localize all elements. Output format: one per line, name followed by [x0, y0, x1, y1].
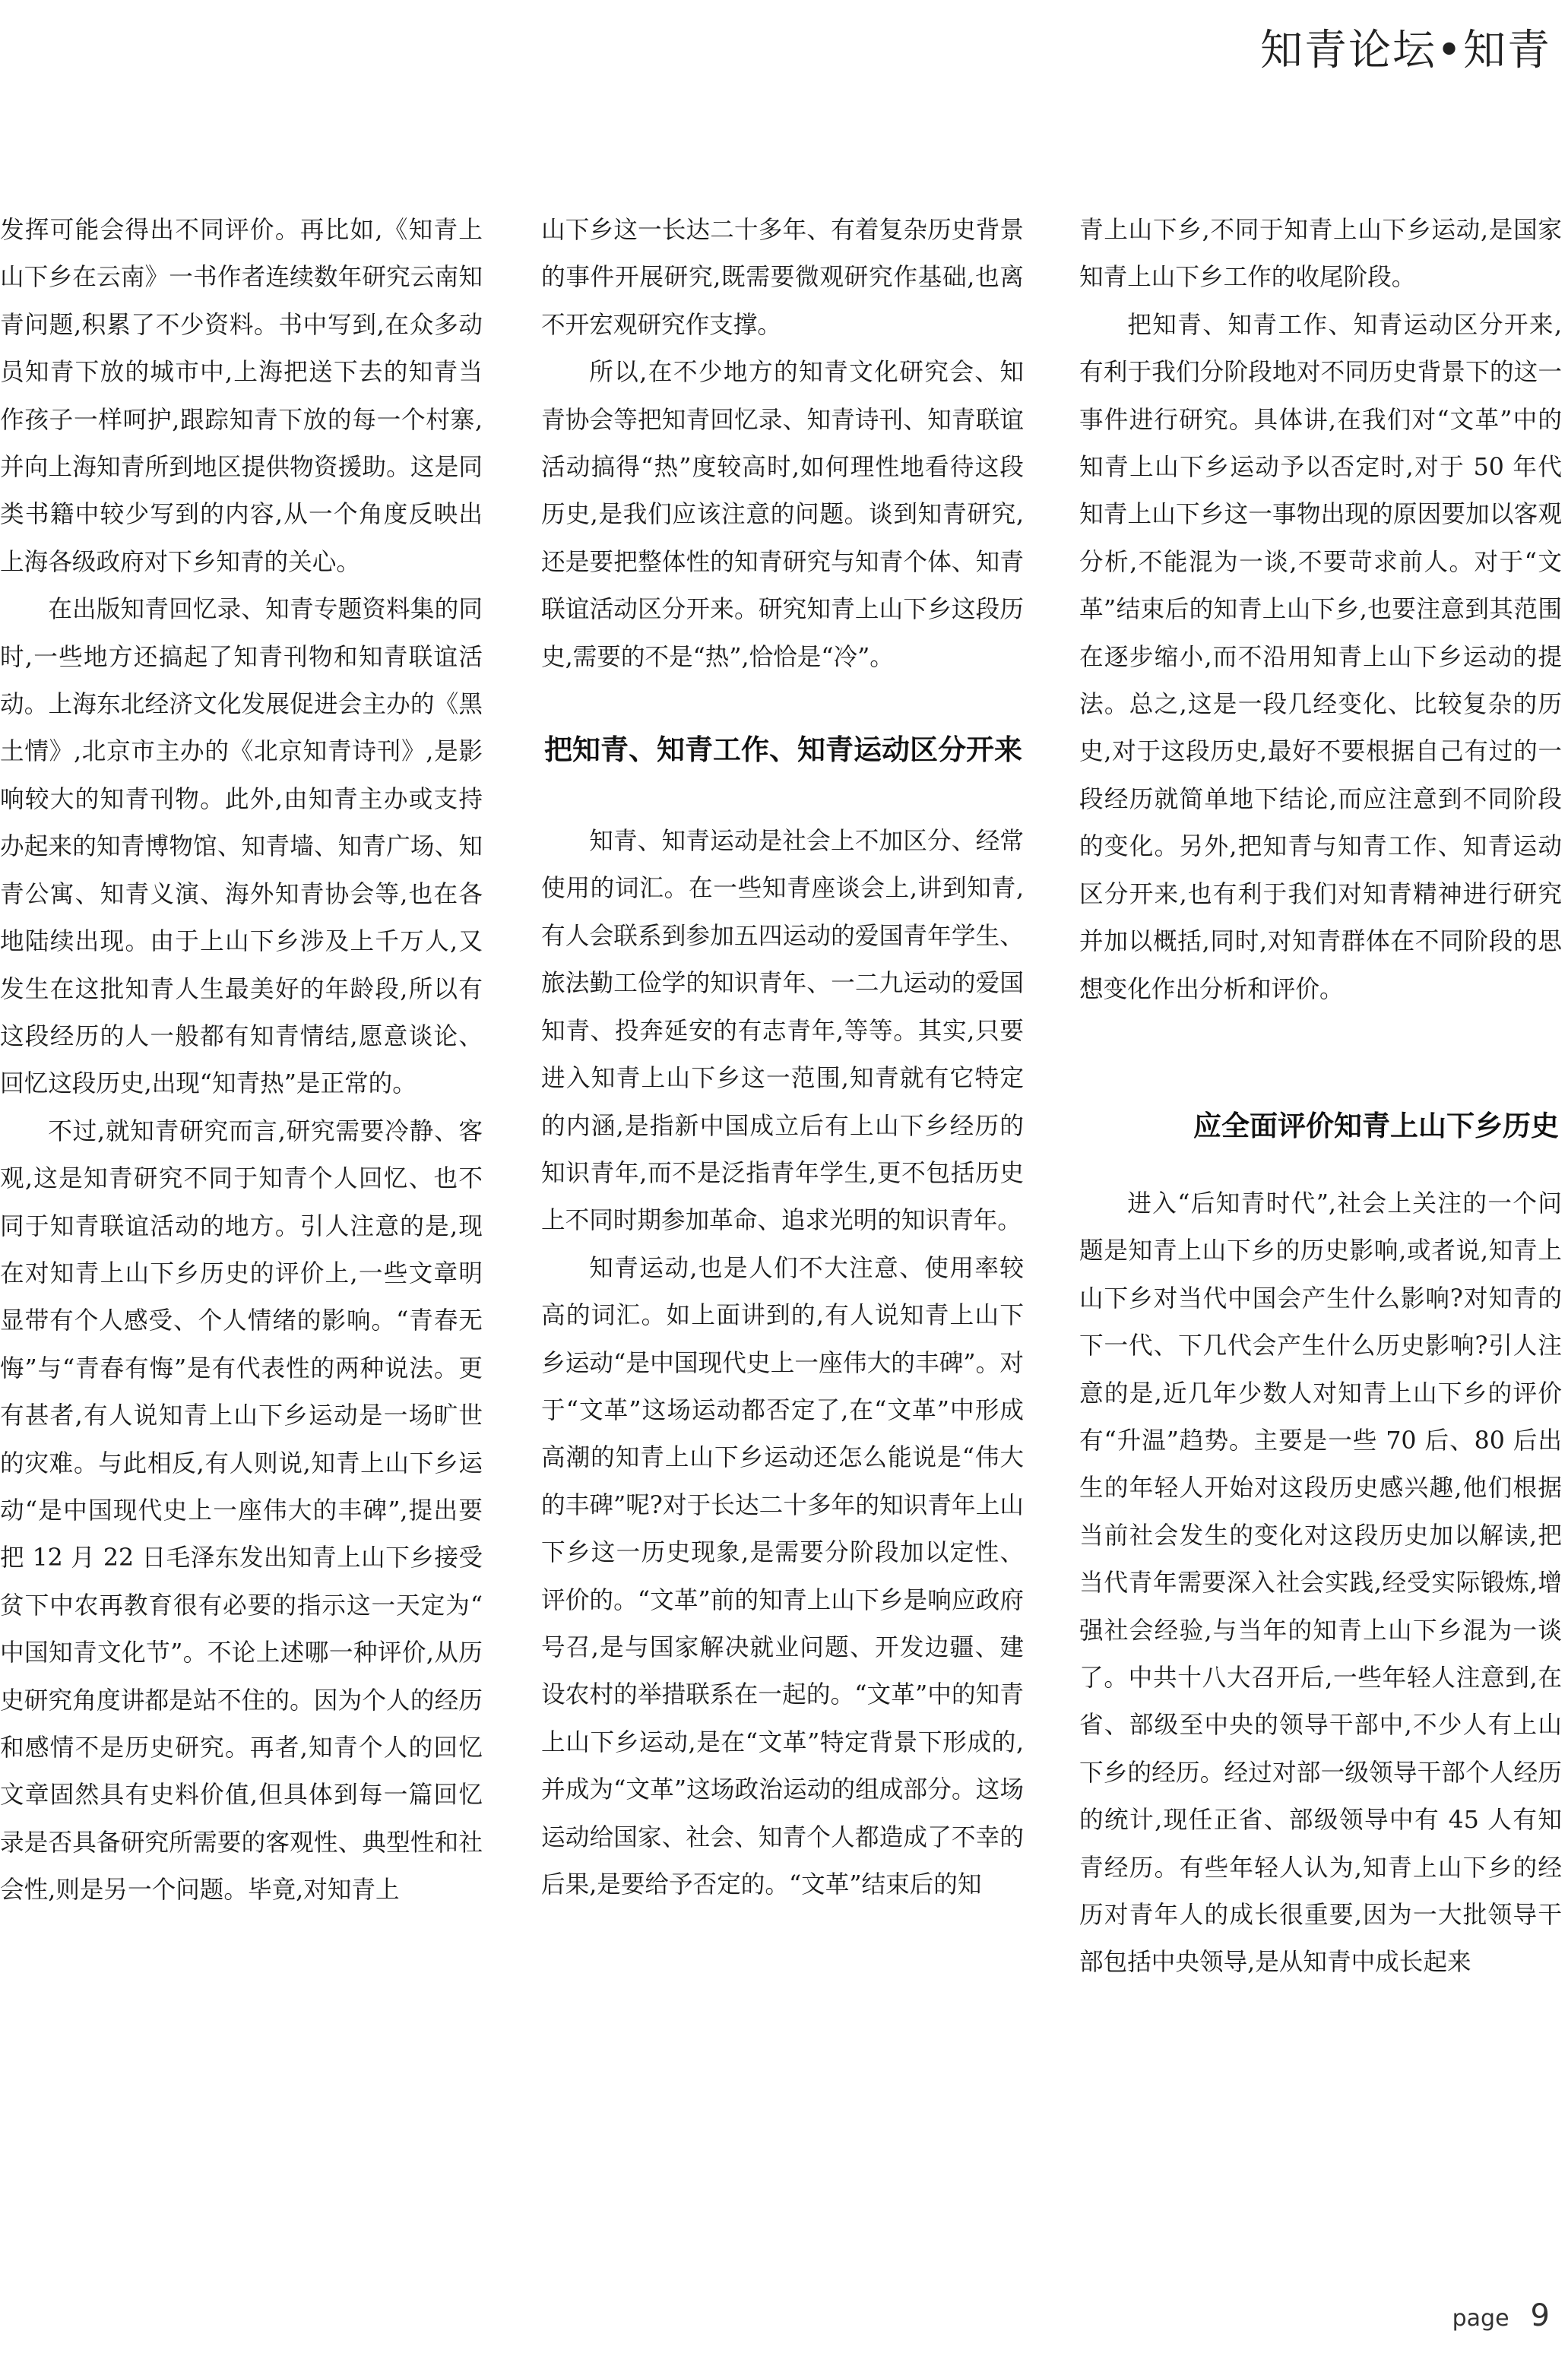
- section-header: 知青论坛•知青: [1259, 26, 1551, 75]
- section-heading: 把知青、知青工作、知青运动区分开来: [544, 733, 1022, 767]
- paragraph: 青上山下乡,不同于知青上山下乡运动,是国家知青上山下乡工作的收尾阶段。: [1079, 217, 1562, 292]
- section-heading: 应全面评价知青上山下乡历史: [1193, 1109, 1559, 1142]
- text-column-1: [0, 207, 483, 1914]
- paragraph: 不过,就知青研究而言,研究需要冷静、客观,这是知青研究不同于知青个人回忆、也不同于知青联谊活动的地方。引人注意的是,现在对知青上山下乡历史的评价上,一些文章明显带有个人感受、个人情绪的影响。“青春无悔”与“青春有悔”是有代表性的两种说法。更有甚者,有人说知青上山下乡运动是一场旷世的灾难。与此相反,有人则说,知青上山下乡运动“是中国现代史上一座伟大的丰碑”,提出要把 12 月 22 日毛泽东发出知青上山下乡接受贫下中农再教育很有必要的指示这一天定为“中国知青文化节”。不论上述哪一种评价,从历史研究角度讲都是站不住的。因为个人的经历和感情不是历史研究。再者,知青个人的回忆文章固然具有史料价值,但具体到每一篇回忆录是否具备研究所需要的客观性、典型性和社会性,则是另一个问题。毕竟,对知青上: [0, 1117, 483, 1905]
- page-footer: [1452, 2298, 1550, 2333]
- page-number: 9: [1530, 2298, 1550, 2333]
- paragraph: 知青、知青运动是社会上不加区分、经常使用的词汇。在一些知青座谈会上,讲到知青,有人会联系到参加五四运动的爱国青年学生、旅法勤工俭学的知识青年、一二九运动的爱国知青、投奔延安的有志青年,等等。其实,只要进入知青上山下乡这一范围,知青就有它特定的内涵,是指新中国成立后有上山下乡经历的知识青年,而不是泛指青年学生,更不包括历史上不同时期参加革命、追求光明的知识青年。: [541, 828, 1024, 1235]
- page-label: page: [1452, 2305, 1509, 2332]
- paragraph: 山下乡这一长达二十多年、有着复杂历史背景的事件开展研究,既需要微观研究作基础,也离不开宏观研究作支撑。: [541, 217, 1024, 339]
- paragraph: 发挥可能会得出不同评价。再比如,《知青上山下乡在云南》一书作者连续数年研究云南知青问题,积累了不少资料。书中写到,在众多动员知青下放的城市中,上海把送下去的知青当作孩子一样呵护,跟踪知青下放的每一个村寨,并向上海知青所到地区提供物资援助。这是同类书籍中较少写到的内容,从一个角度反映出上海各级政府对下乡知青的关心。: [0, 217, 483, 576]
- text-column-3: [1079, 207, 1562, 1987]
- text-column-2: [541, 207, 1024, 1908]
- paragraph: 所以,在不少地方的知青文化研究会、知青协会等把知青回忆录、知青诗刊、知青联谊活动搞得“热”度较高时,如何理性地看待这段历史,是我们应该注意的问题。谈到知青研究,还是要把整体性的知青研究与知青个体、知青联谊活动区分开来。研究知青上山下乡这段历史,需要的不是“热”,恰恰是“冷”。: [541, 359, 1024, 671]
- paragraph: 进入“后知青时代”,社会上关注的一个问题是知青上山下乡的历史影响,或者说,知青上山下乡对当代中国会产生什么影响?对知青的下一代、下几代会产生什么历史影响?引人注意的是,近几年少数人对知青上山下乡的评价有“升温”趋势。主要是一些 70 后、80 后出生的年轻人开始对这段历史感兴趣,他们根据当前社会发生的变化对这段历史加以解读,把当代青年需要深入社会实践,经受实际锻炼,增强社会经验,与当年的知青上山下乡混为一谈了。中共十八大召开后,一些年轻人注意到,在省、部级至中央的领导干部中,不少人有上山下乡的经历。经过对部一级领导干部个人经历的统计,现任正省、部级领导中有 45 人有知青经历。有些年轻人认为,知青上山下乡的经历对青年人的成长很重要,因为一大批领导干部包括中央领导,是从知青中成长起来: [1079, 1189, 1562, 1977]
- paragraph: 在出版知青回忆录、知青专题资料集的同时,一些地方还搞起了知青刊物和知青联谊活动。上海东北经济文化发展促进会主办的《黑土情》,北京市主办的《北京知青诗刊》,是影响较大的知青刊物。此外,由知青主办或支持办起来的知青博物馆、知青墙、知青广场、知青公寓、知青义演、海外知青协会等,也在各地陆续出现。由于上山下乡涉及上千万人,又发生在这批知青人生最美好的年龄段,所以有这段经历的人一般都有知青情结,愿意谈论、回忆这段历史,出现“知青热”是正常的。: [0, 596, 483, 1098]
- paragraph: 知青运动,也是人们不大注意、使用率较高的词汇。如上面讲到的,有人说知青上山下乡运动“是中国现代史上一座伟大的丰碑”。对于“文革”这场运动都否定了,在“文革”中形成高潮的知青上山下乡运动还怎么能说是“伟大的丰碑”呢?对于长达二十多年的知识青年上山下乡这一历史现象,是需要分阶段加以定性、评价的。“文革”前的知青上山下乡是响应政府号召,是与国家解决就业问题、开发边疆、建设农村的举措联系在一起的。“文革”中的知青上山下乡运动,是在“文革”特定背景下形成的,并成为“文革”这场政治运动的组成部分。这场运动给国家、社会、知青个人都造成了不幸的后果,是要给予否定的。“文革”结束后的知: [541, 1254, 1024, 1899]
- paragraph: 把知青、知青工作、知青运动区分开来,有利于我们分阶段地对不同历史背景下的这一事件进行研究。具体讲,在我们对“文革”中的知青上山下乡运动予以否定时,对于 50 年代知青上山下乡这一事物出现的原因要加以客观分析,不能混为一谈,不要苛求前人。对于“文革”结束后的知青上山下乡,也要注意到其范围在逐步缩小,而不沿用知青上山下乡运动的提法。总之,这是一段几经变化、比较复杂的历史,对于这段历史,最好不要根据自己有过的一段经历就简单地下结论,而应注意到不同阶段的变化。另外,把知青与知青工作、知青运动区分开来,也有利于我们对知青精神进行研究并加以概括,同时,对知青群体在不同阶段的思想变化作出分析和评价。: [1079, 311, 1562, 1003]
